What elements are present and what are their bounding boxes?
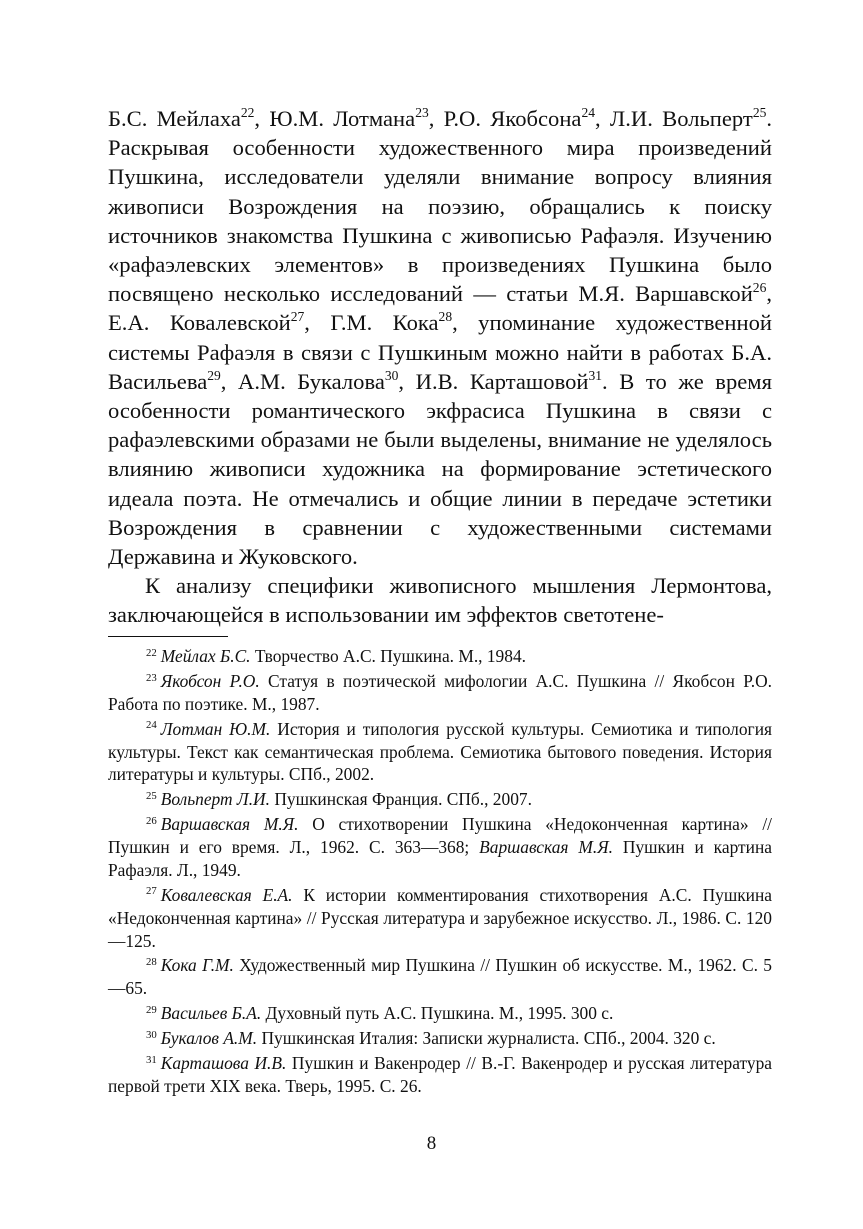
text-run: , Г.М. Кока	[304, 310, 439, 336]
paragraph-1	[108, 104, 772, 571]
text-run: . Раскрывая особенности художественного мира произведений Пушкина, исследователи уделяли внимание вопросу влияния живописи Возрождения на поэзию, обращались к поиску источников знакомства Пушкина с живописью Рафаэля. Изучению «рафаэлевских элементов» в произведениях Пушкина было посвящено несколько исследований — статьи М.Я. Варшавской	[108, 106, 773, 307]
footnote-number: 24	[146, 719, 157, 732]
footnote-27	[108, 884, 772, 952]
footnote-text: Пушкин и картина Рафаэля. Л., 1949.	[108, 837, 772, 880]
footnote-ref-22: 22	[240, 105, 255, 121]
footnote-author: Карташова И.В.	[160, 1053, 287, 1074]
text-run: , Ю.М. Лотмана	[254, 106, 416, 131]
text-run: , Л.И. Вольперт	[595, 106, 753, 131]
footnote-author: Якобсон Р.О.	[160, 670, 260, 691]
text-run: , Е.А. Ковалевской	[108, 281, 772, 336]
footnote-text: Пушкинская Италия: Записки журналиста. СПб., 2004. 320 с.	[257, 1028, 716, 1049]
text-run: Б.С. Мейлаха	[108, 106, 241, 131]
footnote-author: Лотман Ю.М.	[160, 718, 271, 739]
footnote-text: Пушкин и Вакенродер // В.-Г. Вакенродер и русская литература первой трети XIX века. Тверь, 1995. С. 26.	[108, 1053, 772, 1097]
footnote-number: 31	[146, 1053, 157, 1066]
footnote-author: Васильев Б.А.	[160, 1003, 262, 1024]
footnote-text: История и типология русской культуры. Семиотика и типология культуры. Текст как семантическая проблема. Семиотика бытового поведения. История литературы и культуры. СПб., 2002.	[108, 718, 772, 785]
footnote-number: 28	[146, 956, 157, 969]
footnote-30	[108, 1027, 772, 1050]
footnote-text: Пушкинская Франция. СПб., 2007.	[269, 789, 532, 810]
footnote-text: Статуя в поэтической мифологии А.С. Пушкина // Якобсон Р.О. Работа по поэтике. М., 1987.	[108, 670, 772, 714]
footnote-ref-24: 24	[581, 105, 595, 121]
footnote-24	[108, 718, 772, 786]
footnotes	[108, 645, 772, 1100]
footnote-25	[108, 788, 772, 811]
text-run: , И.В. Карташовой	[398, 368, 589, 394]
footnote-text: Духовный путь А.С. Пушкина. М., 1995. 300 с.	[261, 1003, 614, 1024]
footnote-number: 26	[146, 814, 157, 827]
footnote-ref-28: 28	[438, 309, 453, 325]
footnote-text: Художественный мир Пушкина // Пушкин об искусстве. М., 1962. С. 5—65.	[108, 955, 773, 999]
main-text	[108, 104, 772, 630]
text-run: . В то же время особенности романтического экфрасиса Пушкина в связи с рафаэлевскими образами не были выделены, внимание не уделялось влиянию живописи художника на формирование эстетического идеала поэта. Не отмечались и общие линии в передаче эстетики Возрождения в сравнении с художественными системами Державина и Жуковского.	[108, 368, 772, 570]
footnote-number: 25	[146, 789, 157, 802]
footnote-ref-29: 29	[207, 368, 221, 384]
footnote-ref-26: 26	[752, 280, 767, 296]
footnote-29	[108, 1002, 772, 1025]
footnote-31	[108, 1052, 772, 1098]
footnote-author: Кока Г.М.	[160, 955, 234, 976]
footnote-number: 22	[146, 646, 157, 659]
footnote-ref-31: 31	[588, 368, 603, 384]
footnote-author: Варшавская М.Я.	[479, 837, 613, 858]
footnote-ref-30: 30	[384, 368, 399, 384]
text-run: , упоминание художественной системы Рафаэля в связи с Пушкиным можно найти в работах Б.А. Васильева	[108, 310, 772, 394]
footnote-author: Мейлах Б.С.	[160, 646, 251, 666]
footnote-number: 27	[146, 885, 157, 898]
footnote-text: К истории комментирования стихотворения А.С. Пушкина «Недоконченная картина» // Русская литература и зарубежное искусство. Л., 1986. С. 120—125.	[108, 884, 772, 951]
footnote-divider	[108, 636, 228, 637]
footnote-ref-27: 27	[290, 309, 305, 325]
footnote-author: Ковалевская Е.А.	[160, 884, 293, 905]
footnote-author: Варшавская М.Я.	[160, 814, 299, 835]
footnote-22	[108, 645, 772, 668]
footnote-26	[108, 813, 772, 881]
text-run: , А.М. Букалова	[220, 368, 385, 394]
footnote-text: Творчество А.С. Пушкина. М., 1984.	[250, 646, 526, 666]
footnote-number: 29	[146, 1003, 157, 1016]
footnote-ref-25: 25	[752, 105, 767, 121]
page-number: 8	[426, 1133, 437, 1154]
footnote-text: О стихотворении Пушкина «Недоконченная картина» // Пушкин и его время. Л., 1962. С. 363—368;	[108, 814, 772, 858]
footnote-number: 23	[146, 671, 157, 684]
footnote-author: Букалов А.М.	[160, 1028, 258, 1049]
paragraph-2: К анализу специфики живописного мышления Лермонтова, заключающейся в использовании им эффектов светотене-	[108, 573, 772, 628]
footnote-ref-23: 23	[415, 105, 429, 121]
footnote-28	[108, 954, 772, 1000]
footnote-23	[108, 670, 772, 716]
footnote-number: 30	[146, 1028, 157, 1041]
footnote-author: Вольперт Л.И.	[160, 789, 270, 810]
text-run: , Р.О. Якобсона	[428, 106, 582, 131]
